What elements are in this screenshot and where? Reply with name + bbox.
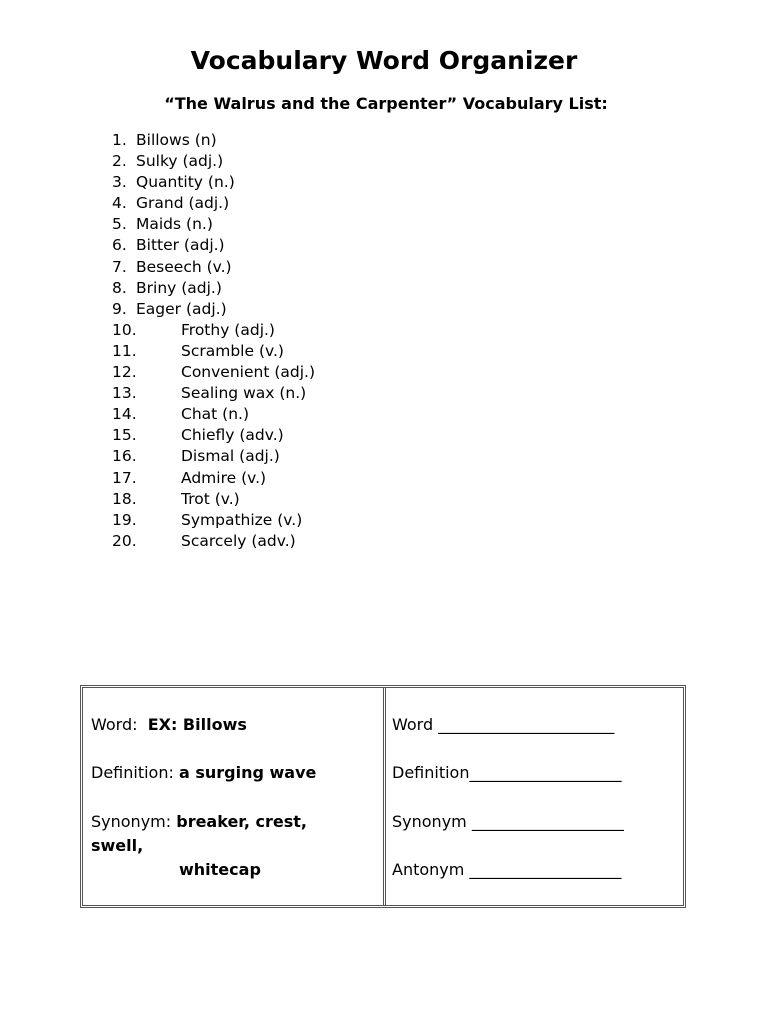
vocabulary-list — [112, 130, 315, 552]
list-item-word: Billows (n) — [136, 131, 217, 149]
blank-word-line: Word ______________________ — [392, 715, 615, 734]
example-synonym-line — [91, 811, 307, 833]
list-item — [112, 130, 315, 151]
list-item-number: 7. — [112, 257, 127, 276]
list-item — [112, 531, 315, 552]
list-item-number: 4. — [112, 194, 127, 213]
list-item-number: 6. — [112, 236, 127, 255]
list-item-word: Dismal (adj.) — [181, 447, 280, 466]
list-item-number: 19. — [112, 510, 137, 529]
list-item — [112, 383, 315, 404]
list-item-word: Chat (n.) — [181, 405, 249, 424]
list-item — [112, 278, 315, 299]
list-item-number: 18. — [112, 489, 137, 508]
list-item-number: 16. — [112, 447, 137, 466]
list-item-word: Sealing wax (n.) — [181, 384, 307, 403]
word-label: Word: — [91, 715, 138, 734]
list-item-word: Maids (n.) — [136, 215, 213, 234]
example-synonym-continuation: swell, — [91, 836, 144, 855]
list-item-word: Chiefly (adv.) — [181, 426, 284, 445]
list-item-number: 5. — [112, 215, 127, 234]
list-item-word: Frothy (adj.) — [181, 320, 275, 339]
list-item-word: Admire (v.) — [181, 468, 267, 487]
blank-synonym-line: Synonym ___________________ — [392, 812, 624, 831]
list-item — [112, 404, 315, 425]
example-word-value: EX: Billows — [147, 715, 247, 734]
list-item — [112, 510, 315, 531]
list-item — [112, 193, 315, 214]
list-item-word: Scramble (v.) — [181, 341, 284, 360]
list-item — [112, 446, 315, 467]
list-item-word: Quantity (n.) — [136, 173, 235, 192]
list-item-number: 9. — [112, 299, 127, 318]
list-item — [112, 257, 315, 278]
example-definition-line — [91, 762, 316, 784]
list-item-number: 12. — [112, 363, 137, 382]
definition-label: Definition: — [91, 763, 174, 782]
list-item-number: 2. — [112, 152, 127, 171]
list-item-number: 20. — [112, 531, 137, 550]
list-item-number: 13. — [112, 384, 137, 403]
list-item — [112, 425, 315, 446]
list-item — [112, 235, 315, 256]
example-definition-value: a surging wave — [178, 763, 317, 782]
list-item-word: Sympathize (v.) — [181, 510, 303, 529]
list-item-word: Trot (v.) — [181, 489, 240, 508]
list-item — [112, 489, 315, 510]
list-item-word: Bitter (adj.) — [136, 236, 225, 255]
list-item-word: Sulky (adj.) — [136, 152, 224, 171]
list-item-number: 10. — [112, 320, 137, 339]
list-item — [112, 151, 315, 172]
list-item-number: 8. — [112, 278, 127, 297]
page-title: Vocabulary Word Organizer — [190, 46, 578, 75]
example-synonym-value: breaker, crest, — [176, 812, 307, 831]
list-item — [112, 299, 315, 320]
list-item-number: 11. — [112, 341, 137, 360]
synonym-label: Synonym: — [91, 812, 172, 831]
list-item — [112, 341, 315, 362]
list-item — [112, 468, 315, 489]
list-item-word: Eager (adj.) — [136, 299, 227, 318]
column-divider — [383, 688, 386, 905]
example-synonym-continuation: whitecap — [179, 860, 261, 879]
list-item-number: 15. — [112, 426, 137, 445]
example-word-line — [91, 714, 247, 736]
list-item — [112, 172, 315, 193]
word-organizer-table — [80, 685, 686, 908]
list-item — [112, 362, 315, 383]
blank-antonym-line: Antonym ___________________ — [392, 860, 622, 879]
blank-definition-line: Definition___________________ — [392, 763, 622, 782]
list-item-number: 3. — [112, 173, 127, 192]
list-item-number: 14. — [112, 405, 137, 424]
list-item-word: Grand (adj.) — [136, 194, 230, 213]
list-item-word: Briny (adj.) — [136, 278, 222, 297]
list-item-word: Convenient (adj.) — [181, 363, 315, 382]
list-item — [112, 214, 315, 235]
list-item-word: Beseech (v.) — [136, 257, 232, 276]
list-item-word: Scarcely (adv.) — [181, 531, 296, 550]
list-item-number: 17. — [112, 468, 137, 487]
vocabulary-list-heading: “The Walrus and the Carpenter” Vocabulary List: — [164, 94, 608, 113]
list-item — [112, 320, 315, 341]
list-item-number: 1. — [112, 131, 127, 149]
